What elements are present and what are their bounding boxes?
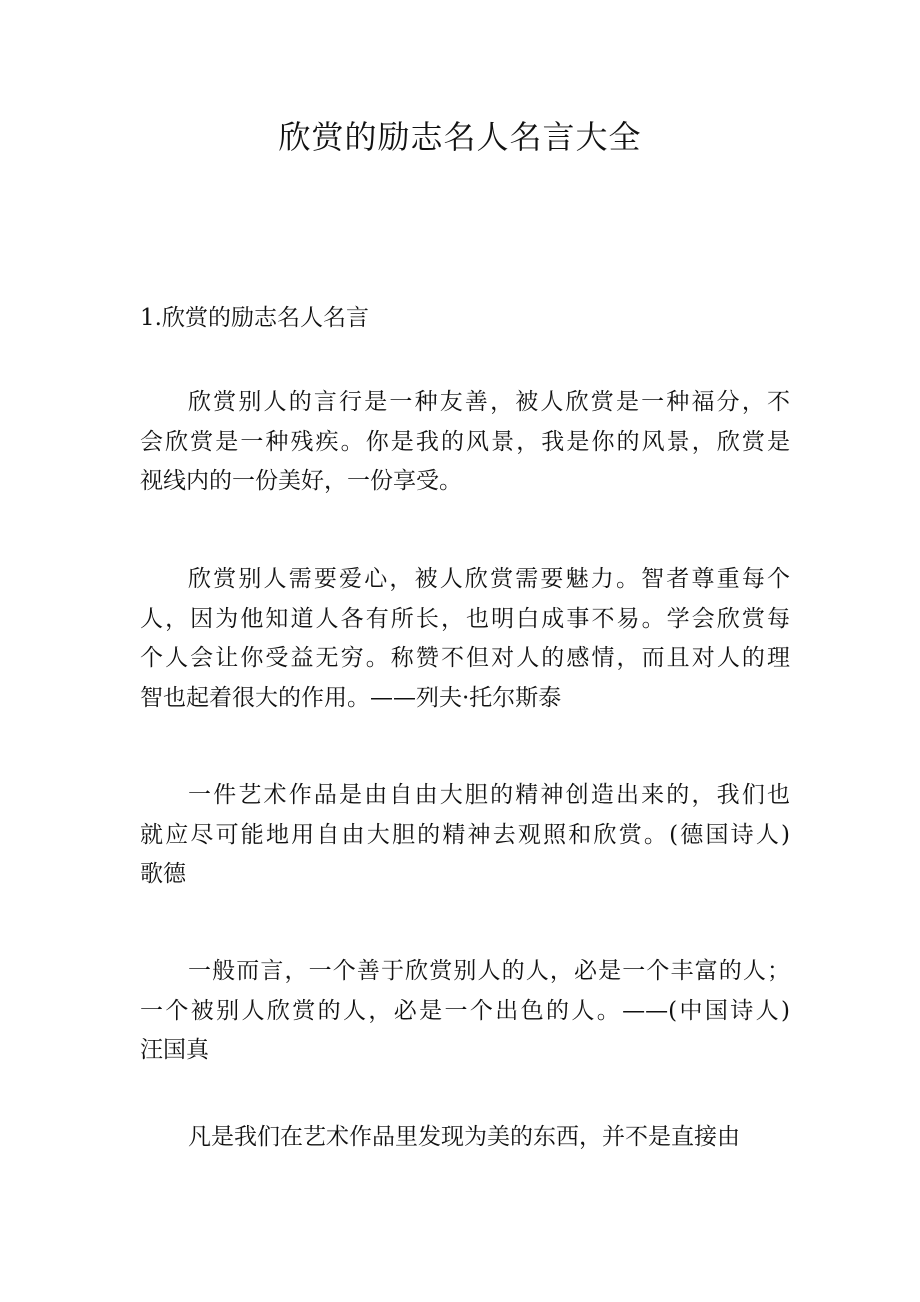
paragraph-line: 智也起着很大的作用。——列夫·托尔斯泰 — [140, 684, 562, 711]
paragraph-line: 一个被别人欣赏的人，必是一个出色的人。——(中国诗人) — [140, 997, 790, 1024]
paragraph-line: 视线内的一份美好，一份享受。 — [140, 468, 462, 494]
paragraph-line: 欣赏别人的言行是一种友善，被人欣赏是一种福分，不 — [188, 389, 790, 415]
paragraph-line: 会欣赏是一种残疾。你是我的风景，我是你的风景，欣赏是 — [140, 428, 790, 455]
paragraph-line: 凡是我们在艺术作品里发现为美的东西，并不是直接由 — [188, 1124, 740, 1150]
paragraph-line: 一般而言，一个善于欣赏别人的人，必是一个丰富的人； — [188, 958, 790, 984]
paragraph-3 — [140, 776, 790, 895]
paragraph-line: 欣赏别人需要爱心，被人欣赏需要魅力。智者尊重每个 — [188, 566, 790, 592]
paragraph-line: 人，因为他知道人各有所长，也明白成事不易。学会欣赏每 — [140, 605, 790, 632]
paragraph-line: 一件艺术作品是由自由大胆的精神创造出来的，我们也 — [188, 782, 790, 808]
paragraph-line: 汪国真 — [140, 1037, 209, 1063]
paragraph-line: 个人会让你受益无穷。称赞不但对人的感情，而且对人的理 — [140, 645, 790, 671]
paragraph-1 — [140, 383, 790, 502]
document-title: 欣赏的励志名人名言大全 — [278, 118, 642, 156]
paragraph-4 — [140, 952, 790, 1071]
section-heading: 1.欣赏的励志名人名言 — [140, 305, 369, 331]
paragraph-5 — [140, 1118, 790, 1158]
paragraph-line: 歌德 — [140, 861, 186, 887]
paragraph-line: 就应尽可能地用自由大胆的精神去观照和欣赏。(德国诗人) — [140, 821, 790, 848]
paragraph-2 — [140, 560, 790, 718]
